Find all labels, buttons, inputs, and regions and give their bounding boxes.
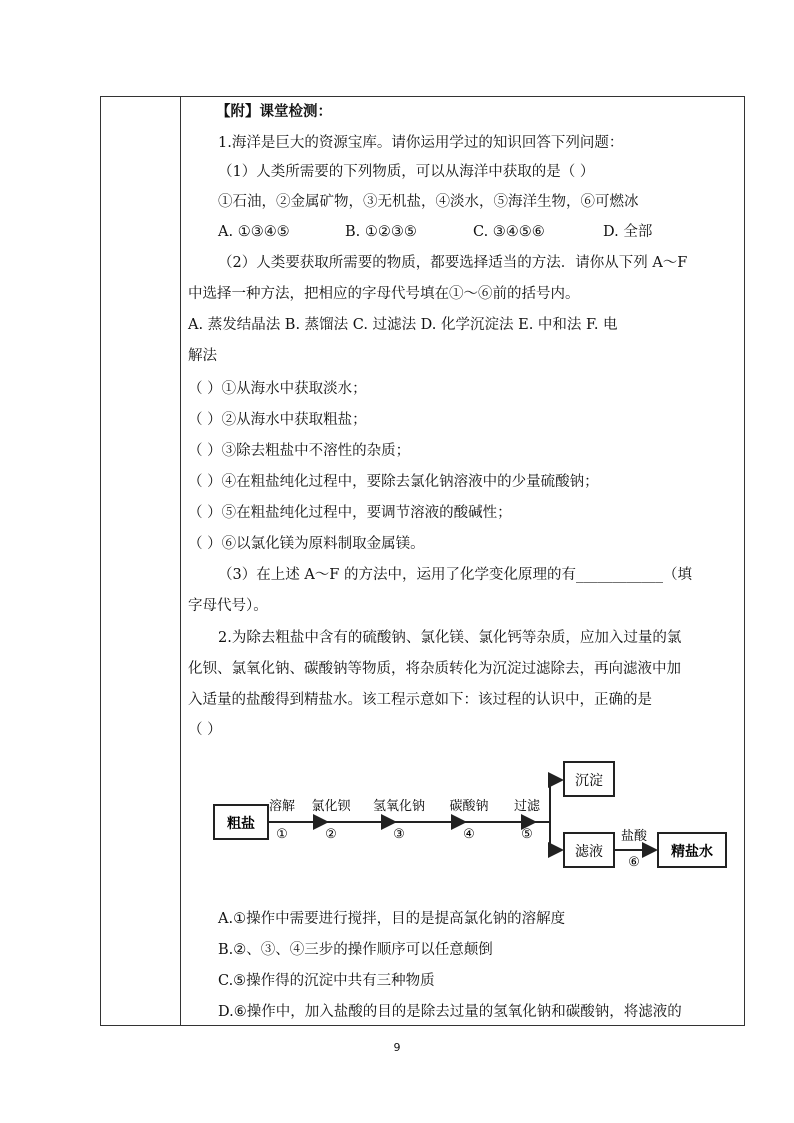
start-label: 粗盐 — [227, 816, 255, 832]
step-4-num: ④ — [463, 827, 475, 842]
q1-stem: 1.海洋是巨大的资源宝库。请你运用学过的知识回答下列问题： — [218, 135, 624, 151]
q1-methods-line2: 解法 — [188, 348, 217, 364]
q2-option-b: B.②、③、④三步的操作顺序可以任意颠倒 — [218, 942, 493, 958]
q1-option-c: C. ③④⑤⑥ — [473, 224, 545, 240]
q1-part1: （1）人类所需要的下列物质，可以从海洋中获取的是（ ） — [218, 164, 595, 180]
q1-blank-4: （ ）④在粗盐纯化过程中，要除去氯化钠溶液中的少量硫酸钠； — [188, 474, 599, 490]
step-4-label: 碳酸钠 — [449, 799, 489, 814]
step-2-label: 氯化钡 — [311, 799, 351, 814]
step-6-num: ⑥ — [628, 855, 640, 870]
step-5-num: ⑤ — [521, 827, 533, 842]
process-flow-diagram — [210, 750, 740, 890]
q2-stem-line3: 入适量的盐酸得到精盐水。该工程示意如下：该过程的认识中，正确的是 — [188, 692, 652, 708]
end-label: 精盐水 — [671, 844, 713, 860]
filtrate-label: 滤液 — [575, 844, 603, 860]
precipitate-label: 沉淀 — [575, 773, 603, 789]
q1-blank-5: （ ）⑤在粗盐纯化过程中，要调节溶液的酸碱性； — [188, 505, 512, 521]
q1-blank-3: （ ）③除去粗盐中不溶性的杂质； — [188, 443, 411, 459]
page-number: 9 — [393, 1041, 401, 1054]
step-1-label: 溶解 — [268, 799, 296, 814]
q1-option-b: B. ①②③⑤ — [345, 224, 417, 240]
step-3-label: 氢氧化钠 — [372, 799, 426, 814]
q1-blank-1: （ ）①从海水中获取淡水； — [188, 381, 367, 397]
q1-part2-line1: （2）人类要获取所需要的物质，都要选择适当的方法．请你从下列 A～F — [218, 255, 688, 271]
q2-option-d: D.⑥操作中，加入盐酸的目的是除去过量的氢氧化钠和碳酸钠，将滤液的 — [218, 1004, 682, 1020]
step-2-num: ② — [325, 827, 337, 842]
q1-part3-line2: 字母代号）。 — [188, 598, 268, 614]
q2-stem-line1: 2.为除去粗盐中含有的硫酸钠、氯化镁、氯化钙等杂质，应加入过量的氯 — [218, 630, 682, 646]
step-3-num: ③ — [393, 827, 405, 842]
step-6-label: 盐酸 — [620, 829, 648, 844]
q2-stem-line2: 化钡、氯氧化钠、碳酸钠等物质，将杂质转化为沉淀过滤除去，再向滤液中加 — [188, 661, 681, 677]
step-1-num: ① — [276, 827, 288, 842]
q1-methods-line1: A. 蒸发结晶法 B. 蒸馏法 C. 过滤法 D. 化学沉淀法 E. 中和法 F. 电 — [188, 317, 618, 333]
table-column-divider — [180, 96, 181, 1026]
q1-part3-line1: （3）在上述 A～F 的方法中，运用了化学变化原理的有____________（填 — [218, 567, 692, 583]
q1-part2-line2: 中选择一种方法，把相应的字母代号填在①～⑥前的括号内。 — [188, 286, 580, 302]
q1-blank-6: （ ）⑥以氯化镁为原料制取金属镁。 — [188, 536, 425, 552]
section-header: 【附】课堂检测： — [216, 103, 332, 120]
q2-option-a: A.①操作中需要进行搅拌，目的是提高氯化钠的溶解度 — [218, 911, 566, 927]
step-5-label: 过滤 — [513, 799, 541, 814]
q2-option-c: C.⑤操作得的沉淀中共有三种物质 — [218, 973, 435, 989]
q2-answer-blank: （ ） — [188, 722, 222, 738]
q1-option-d: D. 全部 — [603, 224, 653, 240]
q1-items: ①石油，②金属矿物，③无机盐，④淡水，⑤海洋生物，⑥可燃冰 — [218, 194, 639, 210]
q1-blank-2: （ ）②从海水中获取粗盐； — [188, 412, 367, 428]
q1-option-a: A. ①③④⑤ — [218, 224, 290, 240]
